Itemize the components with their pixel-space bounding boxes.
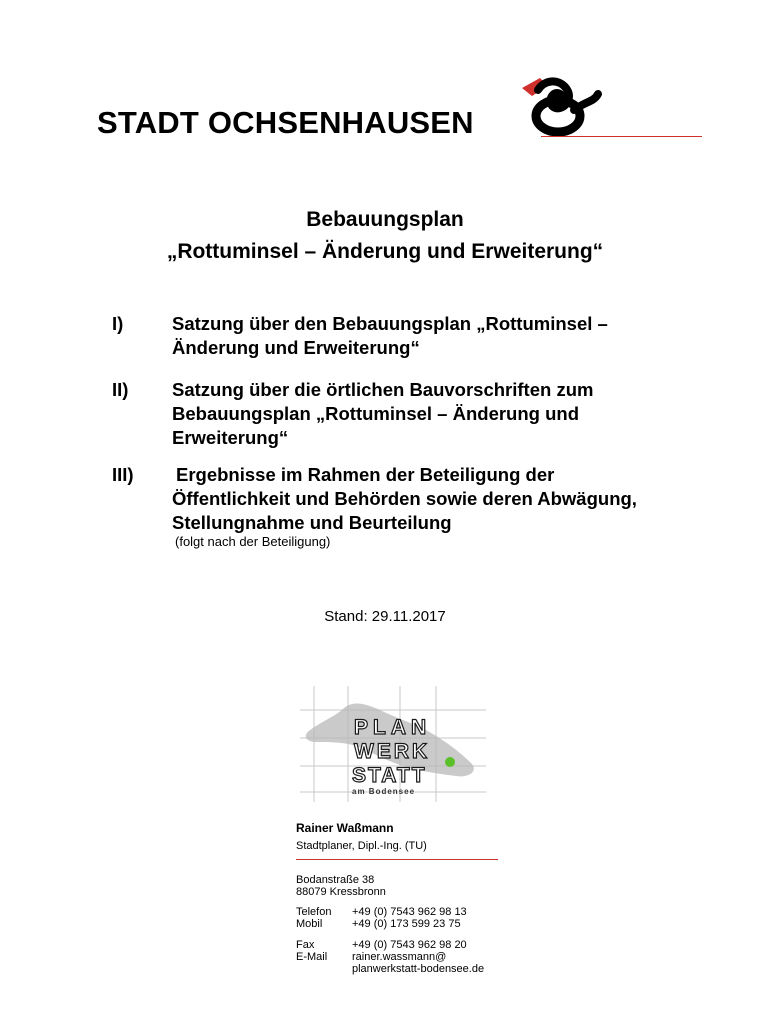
logo-werk: WERK [354, 740, 431, 763]
email-label: E-Mail [296, 951, 328, 963]
header-red-rule [541, 136, 702, 137]
contact-role: Stadtplaner, Dipl.-Ing. (TU) [296, 840, 427, 852]
item-2-line-1: Satzung über die örtlichen Bauvorschriften zum [172, 379, 594, 400]
city-logo [518, 72, 604, 136]
logo-statt: STATT [352, 764, 427, 787]
plan-title [0, 204, 770, 268]
logo-plan: PLAN [354, 716, 432, 739]
mobil-label: Mobil [296, 918, 323, 930]
item-text-1 [172, 312, 732, 360]
item-3-note: (folgt nach der Beteiligung) [175, 534, 331, 549]
item-3-line-3: Stellungnahme und Beurteilung [172, 512, 452, 533]
fax-label: Fax [296, 939, 315, 951]
logo-green-dot [445, 757, 455, 767]
contact-street: Bodanstraße 38 [296, 874, 375, 886]
stand-date: Stand: 29.11.2017 [324, 608, 446, 625]
plan-title-line-2: „Rottuminsel – Änderung und Erweiterung“ [166, 240, 604, 263]
item-1-line-1: Satzung über den Bebauungsplan „Rottuminsel – [172, 313, 608, 334]
item-3-line-1: Ergebnisse im Rahmen der Beteiligung der [176, 464, 555, 485]
city-logo-arm [574, 94, 598, 110]
item-2-line-2: Bebauungsplan „Rottuminsel – Änderung und [172, 403, 579, 424]
email-value-line-2: planwerkstatt-bodensee.de [352, 963, 485, 975]
item-text-2 [172, 378, 732, 450]
contact-red-rule [296, 859, 498, 860]
item-2-line-3: Erweiterung“ [172, 427, 289, 448]
telefon-value: +49 (0) 7543 962 98 13 [352, 906, 467, 918]
contact-city: 88079 Kressbronn [296, 886, 386, 898]
planwerkstatt-logo [300, 686, 486, 802]
item-text-3 [172, 463, 732, 535]
telefon-label: Telefon [296, 906, 332, 918]
plan-title-line-1: Bebauungsplan [306, 208, 464, 231]
email-value-line-1: rainer.wassmann@ [352, 951, 447, 963]
city-title: STADT OCHSENHAUSEN [97, 105, 474, 140]
item-1-line-2: Änderung und Erweiterung“ [172, 337, 420, 358]
item-number-1: I) [112, 313, 124, 334]
logo-am-bodensee: am Bodensee [352, 787, 416, 796]
item-number-3: III) [112, 464, 134, 485]
fax-value: +49 (0) 7543 962 98 20 [352, 939, 467, 951]
item-number-2: II) [112, 379, 129, 400]
item-3-line-2: Öffentlichkeit und Behörden sowie deren Abwägung, [172, 488, 637, 509]
contact-name: Rainer Waßmann [296, 821, 394, 835]
mobil-value: +49 (0) 173 599 23 75 [352, 918, 461, 930]
